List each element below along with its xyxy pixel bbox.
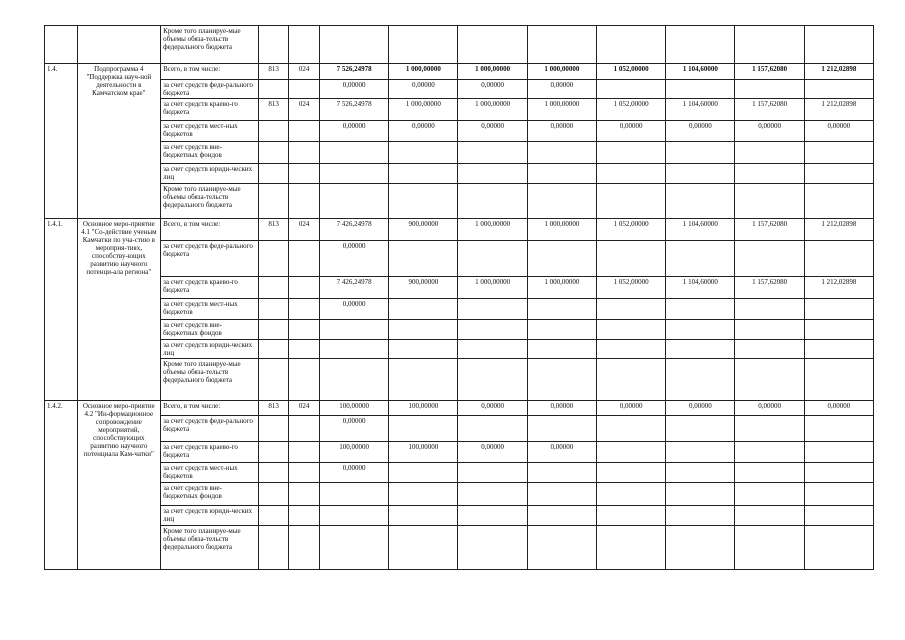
amount-cell: 1 000,00000 xyxy=(527,99,596,121)
amount-cell xyxy=(804,164,873,184)
amount-cell: 1 212,02898 xyxy=(804,219,873,241)
program-name-cell: Подпрограмма 4 "Поддержка науч-ной деятельности в Камчатском крае" xyxy=(77,64,161,219)
amount-cell: 0,00000 xyxy=(527,80,596,99)
amount-cell: 1 052,00000 xyxy=(596,219,665,241)
amount-cell: 0,00000 xyxy=(735,121,804,142)
section-code-cell xyxy=(289,299,320,320)
funding-source-cell: Кроме того планируе-мые объемы обяза-тельств федерального бюджета xyxy=(161,359,259,401)
funding-source-cell: за счет средств феде-рального бюджета xyxy=(161,80,259,99)
amount-cell xyxy=(666,299,735,320)
amount-cell xyxy=(596,416,665,442)
amount-cell xyxy=(458,506,527,526)
amount-cell: 100,00000 xyxy=(319,401,388,416)
amount-cell xyxy=(735,463,804,483)
amount-cell: 0,00000 xyxy=(319,463,388,483)
amount-cell xyxy=(527,26,596,64)
table-row xyxy=(45,99,874,121)
amount-cell xyxy=(596,299,665,320)
amount-cell xyxy=(596,320,665,340)
amount-cell xyxy=(389,26,458,64)
amount-cell xyxy=(389,359,458,401)
funding-source-cell: за счет средств юриди-ческих лиц xyxy=(161,506,259,526)
grbs-code-cell: 813 xyxy=(258,401,289,416)
amount-cell: 7 426,24978 xyxy=(319,277,388,299)
amount-cell xyxy=(527,164,596,184)
amount-cell xyxy=(666,320,735,340)
amount-cell xyxy=(389,526,458,570)
amount-cell xyxy=(458,299,527,320)
amount-cell: 1 000,00000 xyxy=(458,277,527,299)
amount-cell xyxy=(735,80,804,99)
amount-cell xyxy=(804,241,873,277)
funding-source-cell: Всего, в том числе: xyxy=(161,219,259,241)
amount-cell xyxy=(735,526,804,570)
funding-source-cell: за счет средств краево-го бюджета xyxy=(161,99,259,121)
table-row xyxy=(45,121,874,142)
amount-cell xyxy=(804,320,873,340)
amount-cell: 0,00000 xyxy=(596,401,665,416)
amount-cell xyxy=(735,241,804,277)
amount-cell: 1 000,00000 xyxy=(527,219,596,241)
amount-cell xyxy=(666,26,735,64)
table-row xyxy=(45,506,874,526)
amount-cell: 0,00000 xyxy=(319,241,388,277)
amount-cell xyxy=(389,463,458,483)
table-row xyxy=(45,142,874,164)
amount-cell xyxy=(389,340,458,359)
funding-source-cell: за счет средств мест-ных бюджетов xyxy=(161,463,259,483)
amount-cell xyxy=(596,80,665,99)
amount-cell: 1 212,02898 xyxy=(804,64,873,80)
amount-cell xyxy=(666,359,735,401)
grbs-code-cell: 813 xyxy=(258,99,289,121)
amount-cell: 0,00000 xyxy=(527,121,596,142)
amount-cell: 0,00000 xyxy=(389,80,458,99)
amount-cell xyxy=(666,241,735,277)
amount-cell: 0,00000 xyxy=(319,80,388,99)
section-code-cell xyxy=(289,483,320,506)
amount-cell: 0,00000 xyxy=(458,442,527,463)
amount-cell xyxy=(666,526,735,570)
grbs-code-cell: 813 xyxy=(258,64,289,80)
section-code-cell xyxy=(289,164,320,184)
amount-cell xyxy=(596,526,665,570)
amount-cell xyxy=(319,526,388,570)
table-row xyxy=(45,526,874,570)
amount-cell xyxy=(458,483,527,506)
amount-cell xyxy=(735,320,804,340)
section-code-cell xyxy=(289,340,320,359)
section-code-cell: 024 xyxy=(289,64,320,80)
funding-source-cell: за счет средств феде-рального бюджета xyxy=(161,241,259,277)
amount-cell xyxy=(319,164,388,184)
amount-cell xyxy=(458,142,527,164)
table-row xyxy=(45,320,874,340)
amount-cell xyxy=(319,506,388,526)
grbs-code-cell xyxy=(258,142,289,164)
amount-cell xyxy=(666,506,735,526)
grbs-code-cell xyxy=(258,184,289,219)
funding-source-cell: Всего, в том числе: xyxy=(161,401,259,416)
amount-cell xyxy=(527,463,596,483)
section-code-cell xyxy=(289,121,320,142)
amount-cell xyxy=(596,340,665,359)
amount-cell: 0,00000 xyxy=(596,121,665,142)
amount-cell: 1 104,60000 xyxy=(666,219,735,241)
amount-cell xyxy=(319,184,388,219)
table-row xyxy=(45,340,874,359)
grbs-code-cell xyxy=(258,26,289,64)
amount-cell: 1 212,02898 xyxy=(804,99,873,121)
section-code-cell: 024 xyxy=(289,219,320,241)
amount-cell xyxy=(666,463,735,483)
amount-cell xyxy=(319,483,388,506)
funding-source-cell: за счет средств вне-бюджетных фондов xyxy=(161,320,259,340)
amount-cell xyxy=(527,184,596,219)
row-number-cell xyxy=(45,26,78,64)
amount-cell xyxy=(804,483,873,506)
section-code-cell xyxy=(289,320,320,340)
amount-cell: 1 157,62080 xyxy=(735,99,804,121)
section-code-cell xyxy=(289,184,320,219)
funding-source-cell: Кроме того планируе-мые объемы обяза-тельств федерального бюджета xyxy=(161,26,259,64)
amount-cell xyxy=(735,442,804,463)
amount-cell: 1 000,00000 xyxy=(458,64,527,80)
row-number-cell: 1.4. xyxy=(45,64,78,219)
amount-cell xyxy=(596,164,665,184)
amount-cell xyxy=(596,26,665,64)
funding-source-cell: за счет средств вне-бюджетных фондов xyxy=(161,142,259,164)
amount-cell xyxy=(735,416,804,442)
section-code-cell xyxy=(289,26,320,64)
table-row xyxy=(45,241,874,277)
funding-source-cell: за счет средств краево-го бюджета xyxy=(161,277,259,299)
amount-cell: 1 157,62080 xyxy=(735,64,804,80)
table-row xyxy=(45,401,874,416)
funding-source-cell: за счет средств краево-го бюджета xyxy=(161,442,259,463)
grbs-code-cell xyxy=(258,359,289,401)
amount-cell: 7 526,24978 xyxy=(319,99,388,121)
table-row xyxy=(45,164,874,184)
amount-cell xyxy=(735,299,804,320)
grbs-code-cell xyxy=(258,277,289,299)
amount-cell xyxy=(804,442,873,463)
amount-cell: 1 104,60000 xyxy=(666,99,735,121)
funding-source-cell: Кроме того планируе-мые объемы обяза-тельств федерального бюджета xyxy=(161,526,259,570)
amount-cell: 0,00000 xyxy=(389,121,458,142)
amount-cell: 1 212,02898 xyxy=(804,277,873,299)
amount-cell xyxy=(804,506,873,526)
amount-cell xyxy=(804,416,873,442)
program-name-cell xyxy=(77,26,161,64)
table-row xyxy=(45,26,874,64)
amount-cell: 0,00000 xyxy=(527,401,596,416)
amount-cell: 100,00000 xyxy=(319,442,388,463)
amount-cell: 1 000,00000 xyxy=(527,64,596,80)
grbs-code-cell xyxy=(258,416,289,442)
amount-cell: 900,00000 xyxy=(389,277,458,299)
amount-cell xyxy=(458,26,527,64)
table-row xyxy=(45,219,874,241)
grbs-code-cell xyxy=(258,340,289,359)
budget-sheet xyxy=(44,25,874,570)
amount-cell xyxy=(389,184,458,219)
section-code-cell: 024 xyxy=(289,401,320,416)
amount-cell xyxy=(458,416,527,442)
amount-cell: 1 157,62080 xyxy=(735,277,804,299)
amount-cell xyxy=(319,359,388,401)
amount-cell xyxy=(319,340,388,359)
row-number-cell: 1.4.1. xyxy=(45,219,78,401)
funding-source-cell: за счет средств юриди-ческих лиц xyxy=(161,164,259,184)
amount-cell xyxy=(389,483,458,506)
table-row xyxy=(45,416,874,442)
table-row xyxy=(45,359,874,401)
table-row xyxy=(45,80,874,99)
amount-cell: 0,00000 xyxy=(804,121,873,142)
amount-cell: 1 104,60000 xyxy=(666,277,735,299)
amount-cell: 0,00000 xyxy=(319,299,388,320)
section-code-cell xyxy=(289,463,320,483)
amount-cell xyxy=(458,526,527,570)
amount-cell xyxy=(527,299,596,320)
amount-cell xyxy=(596,142,665,164)
section-code-cell xyxy=(289,526,320,570)
amount-cell: 7 526,24978 xyxy=(319,64,388,80)
amount-cell xyxy=(596,241,665,277)
amount-cell: 1 000,00000 xyxy=(458,219,527,241)
amount-cell xyxy=(458,340,527,359)
amount-cell xyxy=(804,359,873,401)
table-row xyxy=(45,277,874,299)
amount-cell xyxy=(735,359,804,401)
amount-cell xyxy=(527,526,596,570)
grbs-code-cell xyxy=(258,164,289,184)
table-row xyxy=(45,64,874,80)
amount-cell xyxy=(389,299,458,320)
amount-cell xyxy=(596,463,665,483)
section-code-cell xyxy=(289,416,320,442)
amount-cell xyxy=(458,359,527,401)
amount-cell xyxy=(458,164,527,184)
amount-cell: 0,00000 xyxy=(319,121,388,142)
section-code-cell xyxy=(289,277,320,299)
amount-cell: 100,00000 xyxy=(389,442,458,463)
amount-cell: 1 000,00000 xyxy=(527,277,596,299)
amount-cell: 1 000,00000 xyxy=(458,99,527,121)
amount-cell xyxy=(666,142,735,164)
amount-cell xyxy=(389,241,458,277)
amount-cell xyxy=(527,340,596,359)
amount-cell xyxy=(596,184,665,219)
amount-cell: 1 000,00000 xyxy=(389,99,458,121)
amount-cell: 1 000,00000 xyxy=(389,64,458,80)
section-code-cell xyxy=(289,506,320,526)
amount-cell xyxy=(458,241,527,277)
row-number-cell: 1.4.2. xyxy=(45,401,78,570)
section-code-cell xyxy=(289,442,320,463)
section-code-cell xyxy=(289,241,320,277)
grbs-code-cell: 813 xyxy=(258,219,289,241)
amount-cell xyxy=(804,463,873,483)
amount-cell xyxy=(596,506,665,526)
section-code-cell: 024 xyxy=(289,99,320,121)
table-row xyxy=(45,483,874,506)
budget-table xyxy=(44,25,874,570)
amount-cell xyxy=(804,299,873,320)
amount-cell xyxy=(735,483,804,506)
section-code-cell xyxy=(289,80,320,99)
grbs-code-cell xyxy=(258,526,289,570)
funding-source-cell: за счет средств юриди-ческих лиц xyxy=(161,340,259,359)
amount-cell xyxy=(596,442,665,463)
amount-cell xyxy=(735,164,804,184)
grbs-code-cell xyxy=(258,320,289,340)
amount-cell xyxy=(666,80,735,99)
amount-cell xyxy=(666,416,735,442)
amount-cell xyxy=(735,340,804,359)
grbs-code-cell xyxy=(258,299,289,320)
amount-cell xyxy=(735,142,804,164)
amount-cell xyxy=(666,184,735,219)
amount-cell xyxy=(527,359,596,401)
amount-cell xyxy=(527,483,596,506)
amount-cell: 0,00000 xyxy=(735,401,804,416)
table-row xyxy=(45,184,874,219)
amount-cell xyxy=(389,320,458,340)
amount-cell xyxy=(735,26,804,64)
table-row xyxy=(45,463,874,483)
program-name-cell: Основное меро-приятие 4.1 "Со-действие ученым Камчатки по уча-стию в мероприя-тиях, способству-ющих развитию научного потенци-ала региона" xyxy=(77,219,161,401)
amount-cell: 7 426,24978 xyxy=(319,219,388,241)
amount-cell xyxy=(804,184,873,219)
amount-cell xyxy=(804,340,873,359)
section-code-cell xyxy=(289,359,320,401)
amount-cell: 0,00000 xyxy=(804,401,873,416)
amount-cell: 0,00000 xyxy=(458,80,527,99)
funding-source-cell: Всего, в том числе: xyxy=(161,64,259,80)
funding-source-cell: за счет средств мест-ных бюджетов xyxy=(161,121,259,142)
amount-cell xyxy=(527,241,596,277)
grbs-code-cell xyxy=(258,121,289,142)
amount-cell xyxy=(319,142,388,164)
amount-cell xyxy=(666,340,735,359)
amount-cell xyxy=(735,506,804,526)
amount-cell xyxy=(319,26,388,64)
grbs-code-cell xyxy=(258,463,289,483)
amount-cell xyxy=(666,483,735,506)
amount-cell: 900,00000 xyxy=(389,219,458,241)
amount-cell: 1 052,00000 xyxy=(596,277,665,299)
amount-cell: 100,00000 xyxy=(389,401,458,416)
grbs-code-cell xyxy=(258,483,289,506)
amount-cell xyxy=(527,506,596,526)
amount-cell xyxy=(527,142,596,164)
amount-cell: 0,00000 xyxy=(319,416,388,442)
amount-cell xyxy=(804,26,873,64)
amount-cell: 1 052,00000 xyxy=(596,99,665,121)
amount-cell xyxy=(319,320,388,340)
amount-cell: 0,00000 xyxy=(458,401,527,416)
amount-cell: 1 052,00000 xyxy=(596,64,665,80)
amount-cell xyxy=(389,142,458,164)
amount-cell xyxy=(389,416,458,442)
amount-cell xyxy=(458,184,527,219)
amount-cell xyxy=(666,442,735,463)
amount-cell xyxy=(458,463,527,483)
grbs-code-cell xyxy=(258,80,289,99)
amount-cell xyxy=(804,80,873,99)
amount-cell: 1 104,60000 xyxy=(666,64,735,80)
amount-cell xyxy=(804,526,873,570)
amount-cell xyxy=(389,164,458,184)
amount-cell xyxy=(735,184,804,219)
amount-cell xyxy=(389,506,458,526)
amount-cell xyxy=(804,142,873,164)
amount-cell xyxy=(527,416,596,442)
funding-source-cell: за счет средств вне-бюджетных фондов xyxy=(161,483,259,506)
amount-cell: 0,00000 xyxy=(527,442,596,463)
grbs-code-cell xyxy=(258,506,289,526)
amount-cell xyxy=(527,320,596,340)
amount-cell: 1 157,62080 xyxy=(735,219,804,241)
amount-cell xyxy=(458,320,527,340)
amount-cell xyxy=(666,164,735,184)
table-row xyxy=(45,299,874,320)
funding-source-cell: Кроме того планируе-мые объемы обяза-тельств федерального бюджета xyxy=(161,184,259,219)
amount-cell xyxy=(596,483,665,506)
amount-cell: 0,00000 xyxy=(458,121,527,142)
grbs-code-cell xyxy=(258,442,289,463)
funding-source-cell: за счет средств мест-ных бюджетов xyxy=(161,299,259,320)
amount-cell: 0,00000 xyxy=(666,401,735,416)
amount-cell: 0,00000 xyxy=(666,121,735,142)
amount-cell xyxy=(596,359,665,401)
program-name-cell: Основное меро-приятие 4.2 "Ин-формационное сопровождение мероприятий, способствующих развитию научного потенциала Кам-чатки" xyxy=(77,401,161,570)
funding-source-cell: за счет средств феде-рального бюджета xyxy=(161,416,259,442)
grbs-code-cell xyxy=(258,241,289,277)
section-code-cell xyxy=(289,142,320,164)
table-row xyxy=(45,442,874,463)
